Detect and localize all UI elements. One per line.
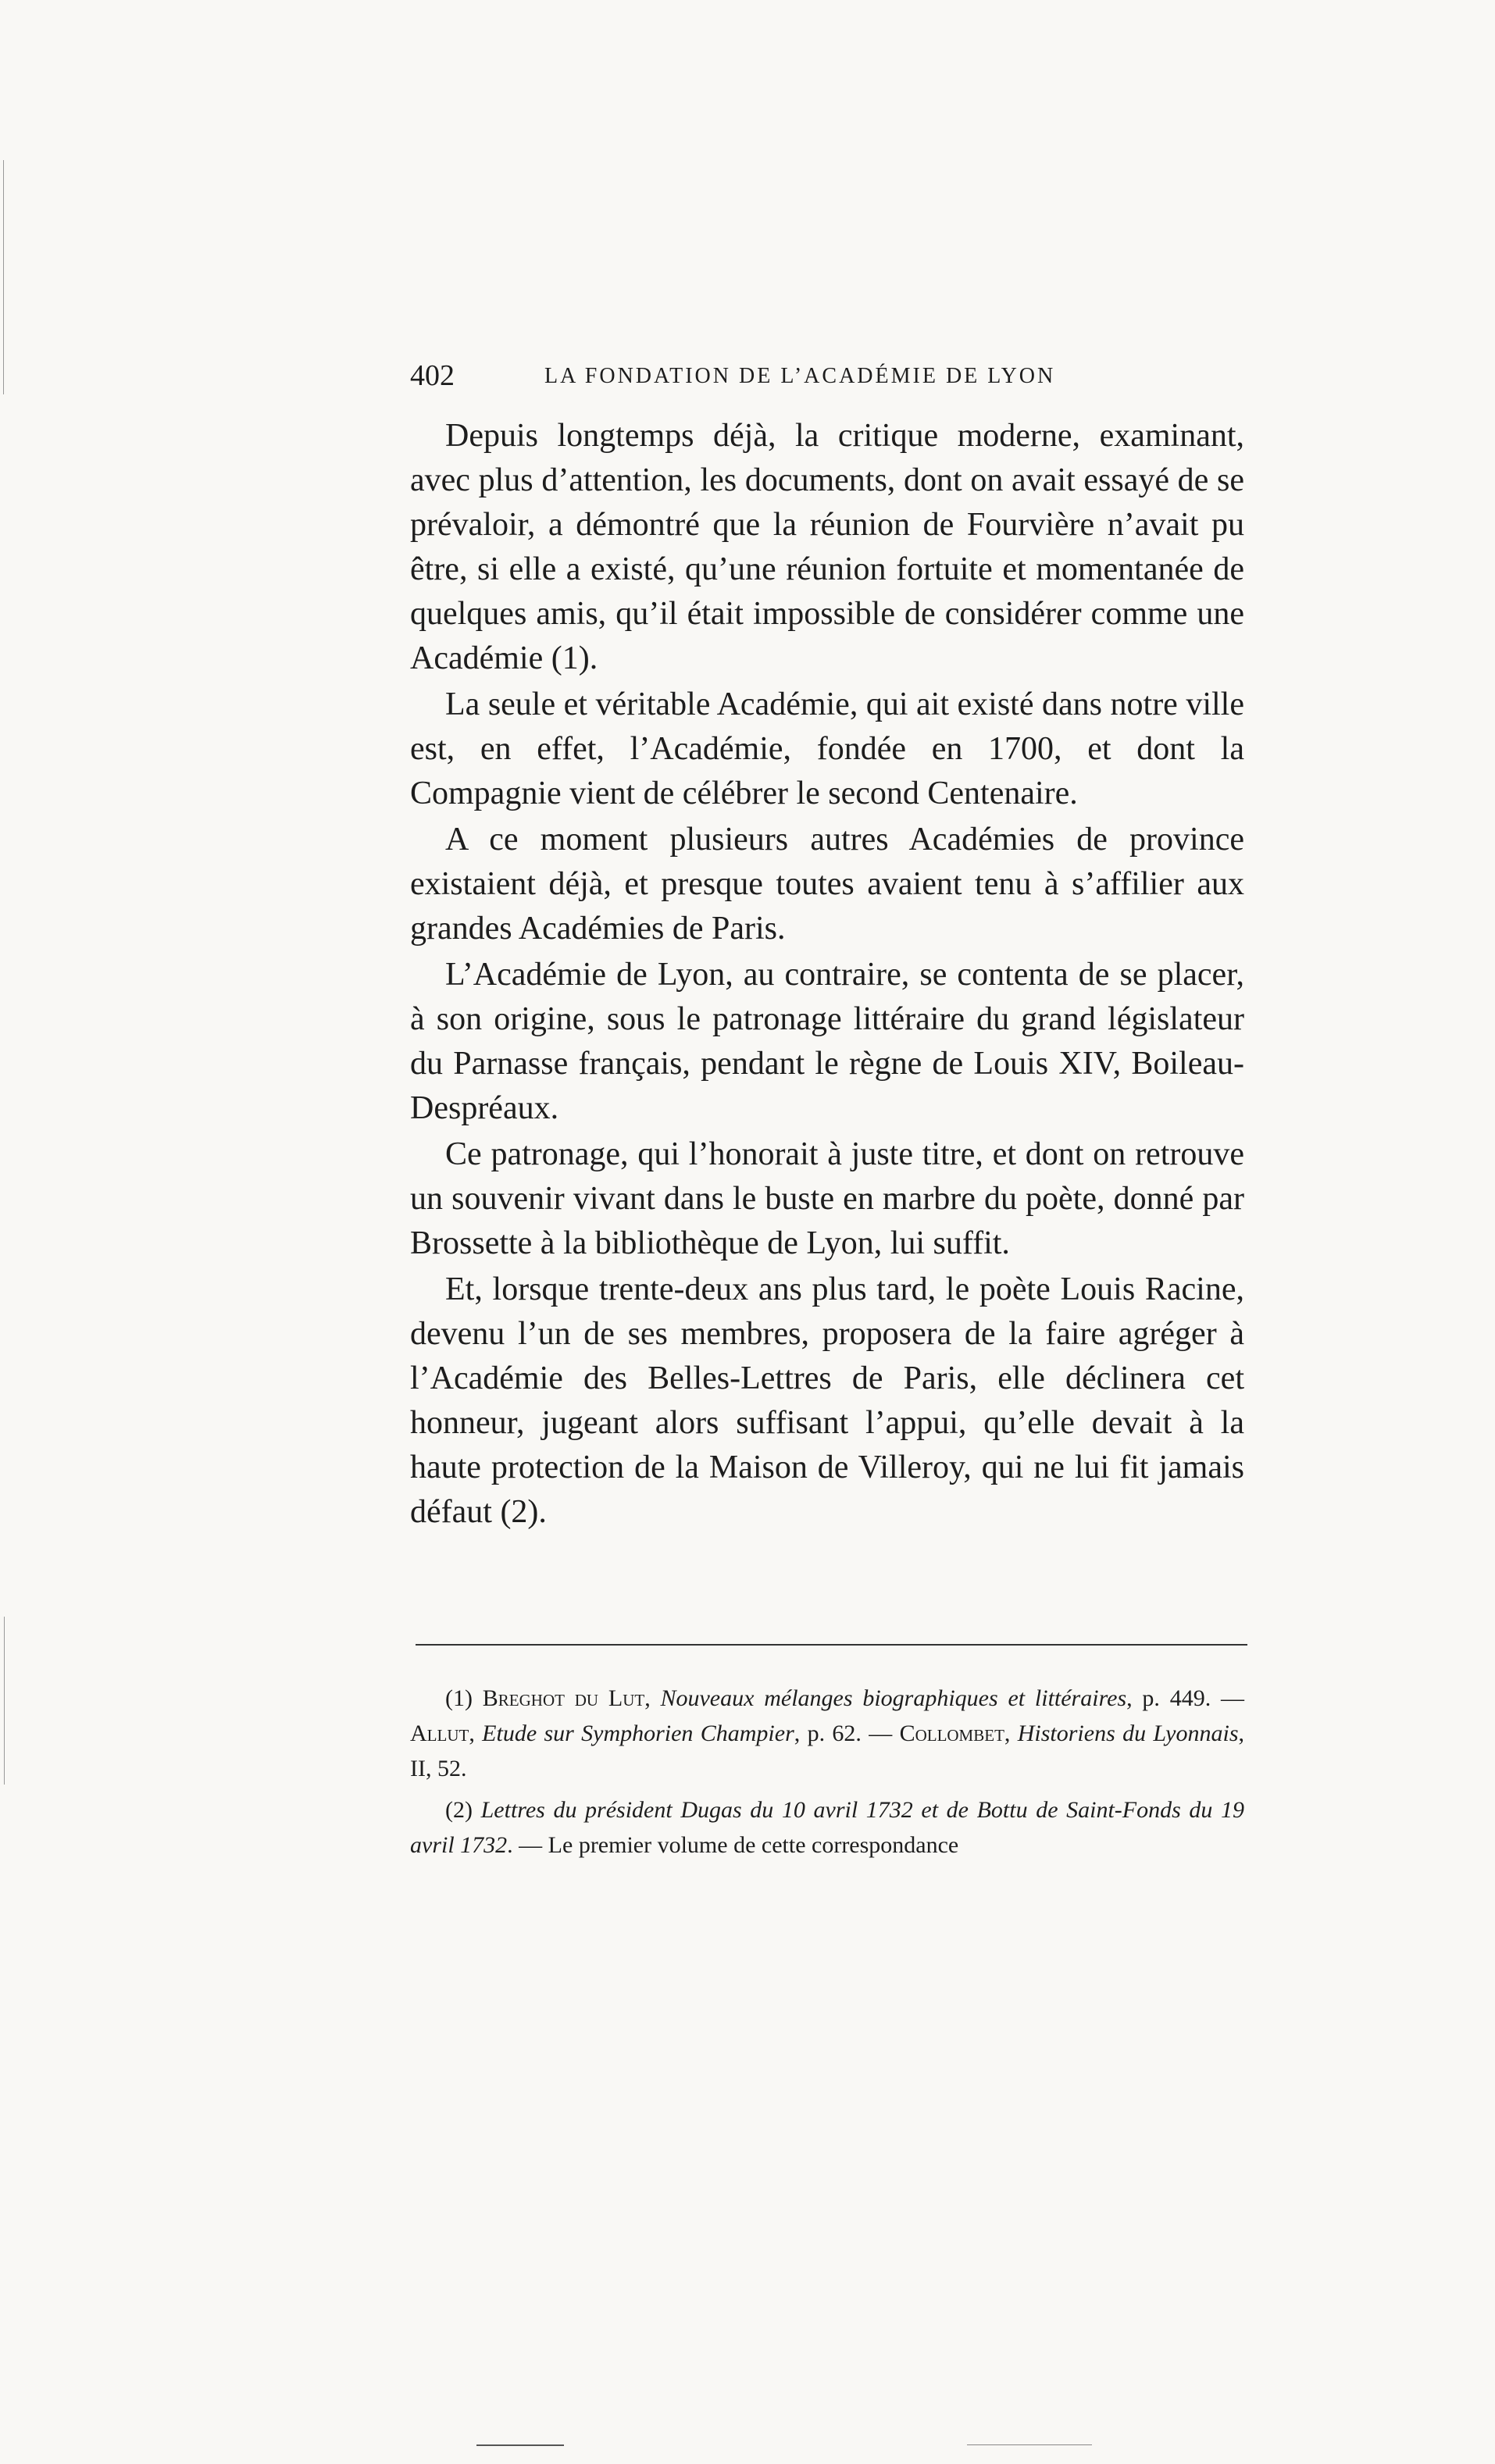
- footnote-author: Breghot du Lut: [482, 1685, 645, 1711]
- footnotes: [410, 1681, 1244, 1892]
- footnote-reference: , II, 52.: [410, 1721, 1245, 1781]
- scan-bottom-mark: [476, 2444, 564, 2446]
- footnote-continuation: . — Le premier volume de cette correspondance: [507, 1832, 959, 1858]
- footnote-author: Collombet: [899, 1721, 1004, 1746]
- footnote-title: Lettres du président Dugas du 10 avril 1732 et de Bottu de Saint-Fonds du 19 avril 1732: [410, 1797, 1245, 1858]
- paragraph: La seule et véritable Académie, qui ait existé dans notre ville est, en effet, l’Académie, fondée en 1700, et dont la Compagnie vient de célébrer le second Centenaire.: [410, 686, 1244, 811]
- page-header: [410, 361, 1244, 408]
- footnote-title: Nouveaux mélanges biographiques et littéraires: [660, 1685, 1127, 1711]
- paragraph: Ce patronage, qui l’honorait à juste titre, et dont on retrouve un souvenir vivant dans le buste en marbre du poète, donné par Brossette à la bibliothèque de Lyon, lui suffit.: [410, 1136, 1244, 1261]
- page-number: 402: [410, 359, 455, 392]
- paragraph: Depuis longtemps déjà, la critique moderne, examinant, avec plus d’attention, les documents, dont on avait essayé de se prévaloir, a démontré que la réunion de Fourvière n’avait pu être, si elle a existé, qu’une réunion fortuite et momentanée de quelques amis, qu’il était impossible de considérer comme une Académie (1).: [410, 418, 1244, 676]
- footnote-title: Historiens du Lyonnais: [1017, 1721, 1239, 1746]
- footnote-separator-text: ,: [644, 1685, 661, 1711]
- footnote-1: [410, 1681, 1244, 1786]
- paragraph: L’Académie de Lyon, au contraire, se contenta de se placer, à son origine, sous le patronage littéraire du grand législateur du Parnasse français, pendant le règne de Louis XIV, Boileau-Despréaux.: [410, 957, 1244, 1126]
- footnote-separator: [416, 1644, 1247, 1646]
- footnote-separator-text: ,: [469, 1721, 483, 1746]
- scan-edge-mark: [3, 160, 4, 394]
- paragraph: Et, lorsque trente-deux ans plus tard, le poète Louis Racine, devenu l’un de ses membres, proposera de la faire agréger à l’Académie des Belles-Lettres de Paris, elle déclinera cet honneur, jugeant alors suffisant l’appui, qu’elle devait à la haute protection de la Maison de Villeroy, qui ne lui fit jamais défaut (2).: [410, 1271, 1244, 1530]
- footnote-marker: (2): [445, 1797, 481, 1823]
- footnote-title: Etude sur Symphorien Champier: [482, 1721, 794, 1746]
- scan-bottom-mark: [967, 2444, 1092, 2445]
- footnote-reference: , p. 62. —: [794, 1721, 900, 1746]
- footnote-reference: , p. 449. —: [1126, 1685, 1245, 1711]
- footnote-marker: (1): [445, 1685, 483, 1711]
- paragraph: A ce moment plusieurs autres Académies de province existaient déjà, et presque toutes avaient tenu à s’affilier aux grandes Académies de Paris.: [410, 822, 1244, 947]
- scan-edge-mark: [4, 1617, 5, 1785]
- footnote-separator-text: ,: [1004, 1721, 1018, 1746]
- footnote-2: [410, 1792, 1244, 1863]
- running-title: LA FONDATION DE L’ACADÉMIE DE LYON: [544, 364, 1056, 388]
- footnote-author: Allut: [410, 1721, 469, 1746]
- main-text: [410, 414, 1244, 1617]
